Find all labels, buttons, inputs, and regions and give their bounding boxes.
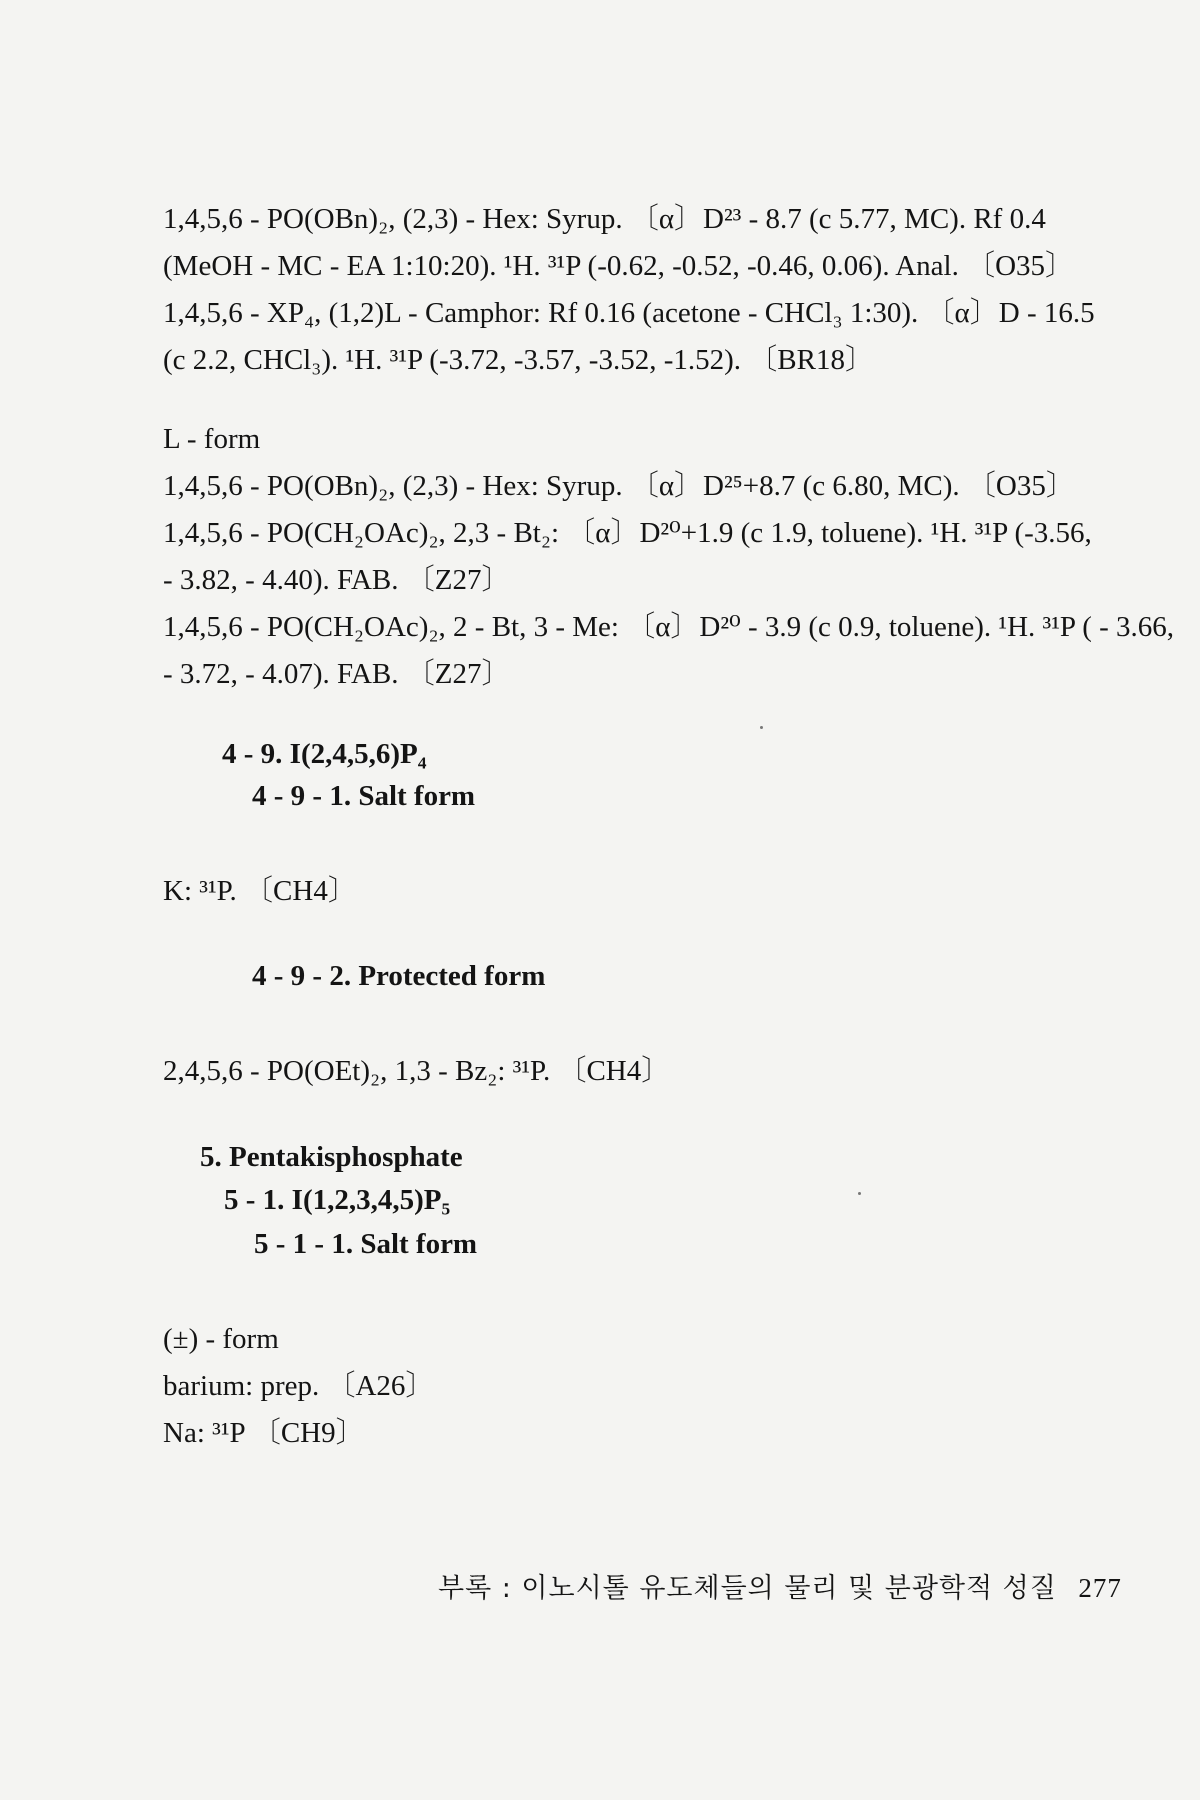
page-footer (438, 1566, 1122, 1605)
text-line: - 3.82, - 4.40). FAB. 〔Z27〕 (163, 564, 511, 596)
text-line: 1,4,5,6 - PO(OBn)₂, (2,3) - Hex: Syrup. 〔α〕D²³ - 8.7 (c 5.77, MC). Rf 0.4 (163, 203, 1046, 235)
section-heading-4-9-2: 4 - 9 - 2. Protected form (252, 960, 546, 992)
text-line: 1,4,5,6 - XP₄, (1,2)L - Camphor: Rf 0.16 (acetone - CHCl₃ 1:30). 〔α〕D - 16.5 (163, 297, 1095, 329)
text-line: Na: ³¹P 〔CH9〕 (163, 1417, 365, 1449)
text-line: - 3.72, - 4.07). FAB. 〔Z27〕 (163, 658, 511, 690)
section-heading-5-1-1: 5 - 1 - 1. Salt form (254, 1228, 478, 1260)
section-heading-5: 5. Pentakisphosphate (200, 1141, 463, 1173)
text-line: L - form (163, 423, 261, 455)
text-line: K: ³¹P. 〔CH4〕 (163, 875, 357, 907)
paragraph-entries-top (163, 196, 1095, 384)
text-line: (±) - form (163, 1323, 279, 1355)
text-line: barium: prep. 〔A26〕 (163, 1370, 435, 1402)
paragraph-l-form (163, 416, 1175, 698)
section-heading-4-9: 4 - 9. I(2,4,5,6)P₄ (222, 738, 427, 770)
text-line: 1,4,5,6 - PO(CH₂OAc)₂, 2 - Bt, 3 - Me: 〔α〕D²⁰ - 3.9 (c 0.9, toluene). ¹H. ³¹P ( - 3.66, (163, 611, 1175, 643)
text-line: 2,4,5,6 - PO(OEt)₂, 1,3 - Bz₂: ³¹P. 〔CH4〕 (163, 1055, 671, 1087)
text-line: (MeOH - MC - EA 1:10:20). ¹H. ³¹P (-0.62, -0.52, -0.46, 0.06). Anal. 〔O35〕 (163, 250, 1075, 282)
text-line: 1,4,5,6 - PO(OBn)₂, (2,3) - Hex: Syrup. 〔α〕D²⁵+8.7 (c 6.80, MC). 〔O35〕 (163, 470, 1075, 502)
running-footer-title: 부록 : 이노시톨 유도체들의 물리 및 분광학적 성질 (438, 1573, 1057, 1604)
section-heading-5-1: 5 - 1. I(1,2,3,4,5)P₅ (224, 1184, 451, 1216)
page-number: 277 (1078, 1573, 1122, 1603)
scan-speck (858, 1192, 861, 1195)
paragraph-salt-entry (163, 868, 1063, 915)
text-line: (c 2.2, CHCl₃). ¹H. ³¹P (-3.72, -3.57, -3.52, -1.52). 〔BR18〕 (163, 344, 874, 376)
paragraph-pm-form (163, 1316, 1063, 1457)
paragraph-protected-entry (163, 1048, 1063, 1095)
scan-speck (760, 726, 763, 729)
text-line: 1,4,5,6 - PO(CH₂OAc)₂, 2,3 - Bt₂: 〔α〕D²⁰+1.9 (c 1.9, toluene). ¹H. ³¹P (-3.56, (163, 517, 1092, 549)
section-heading-4-9-1: 4 - 9 - 1. Salt form (252, 780, 476, 812)
